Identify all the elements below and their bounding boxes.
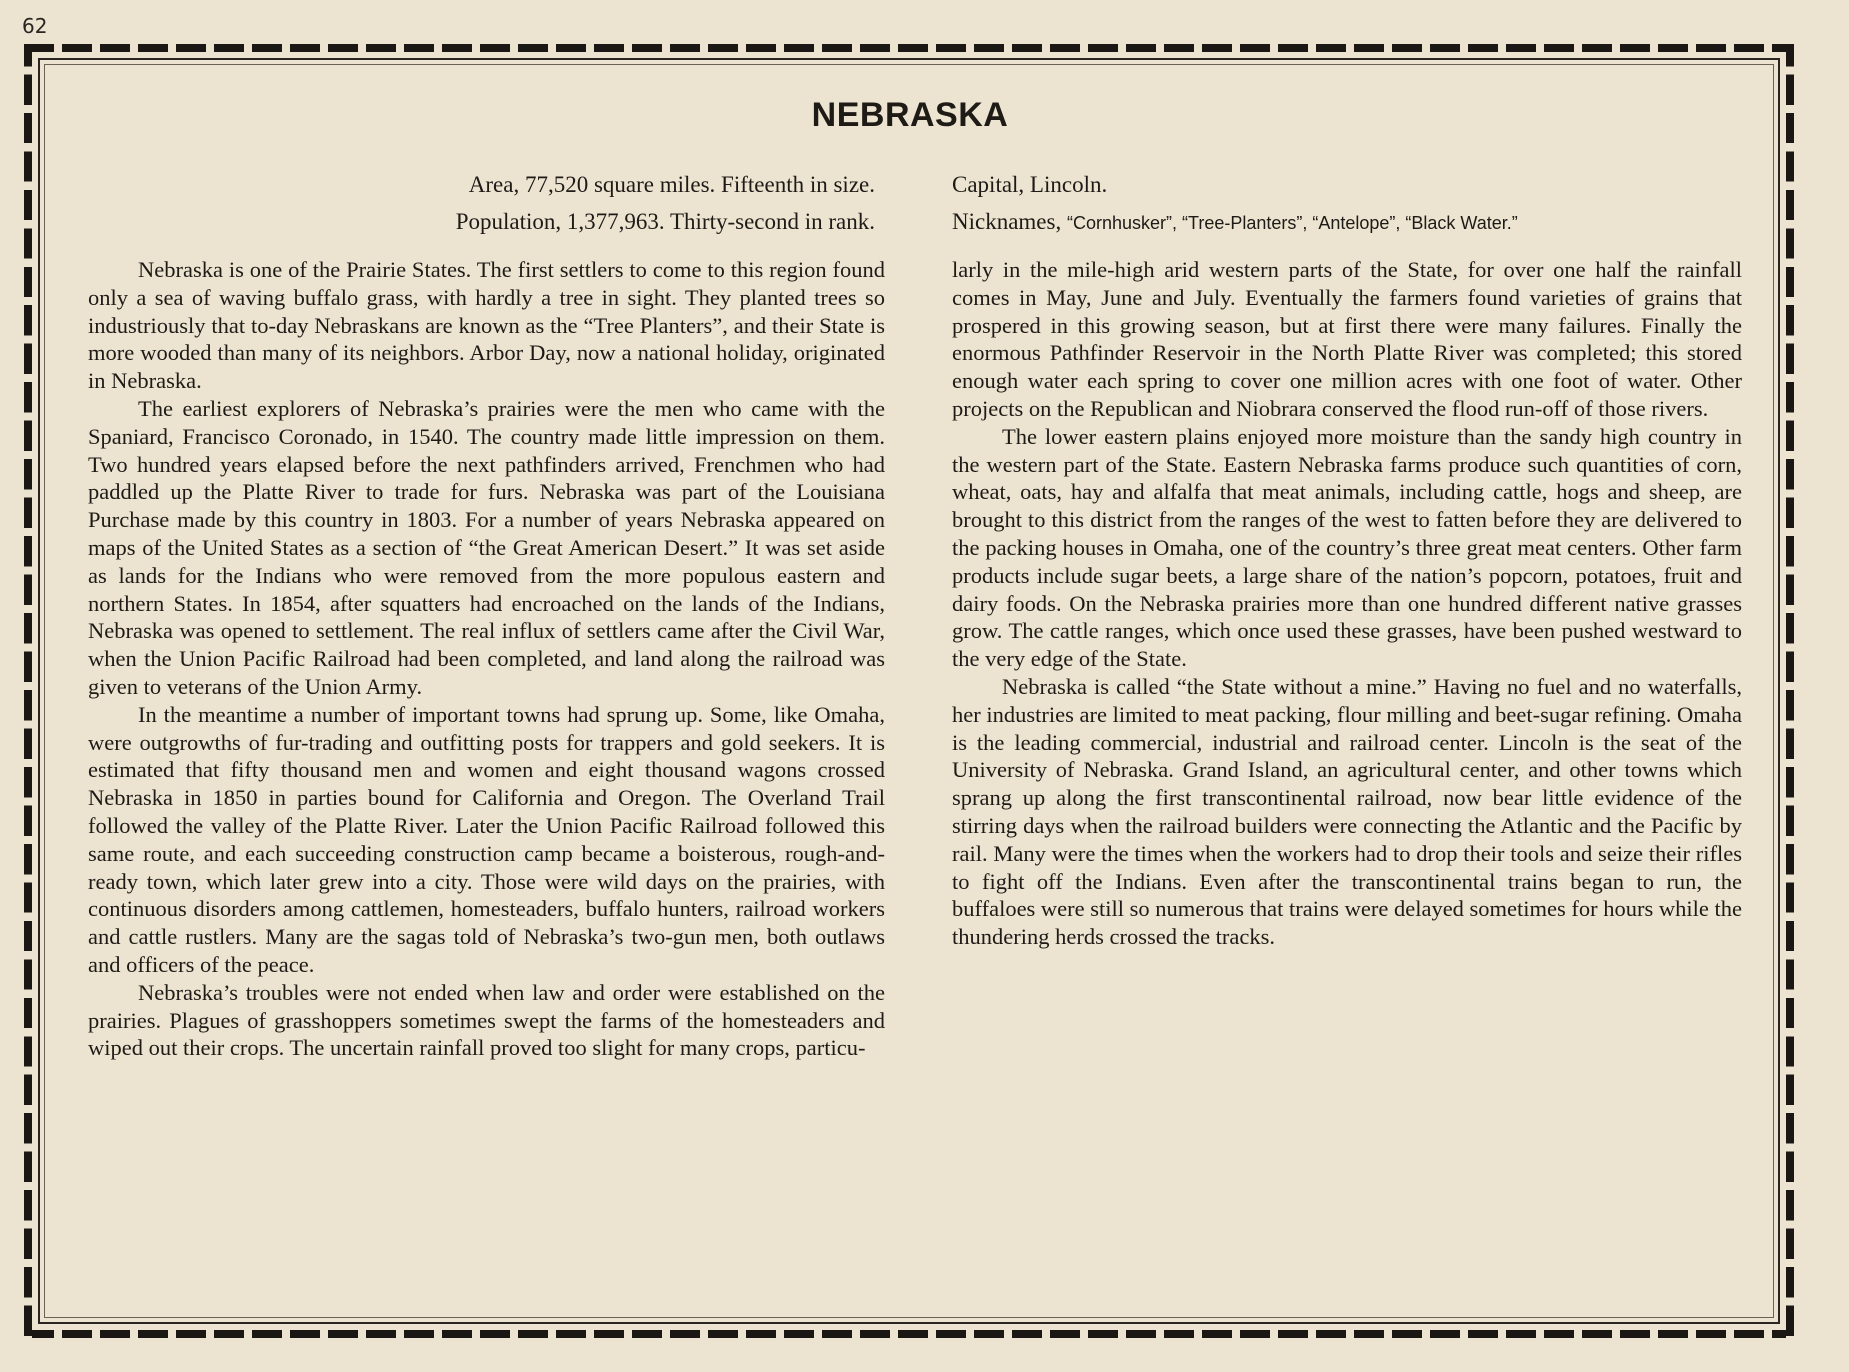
paragraph: The earliest explorers of Nebraska’s prairies were the men who came with the Spaniard, Francisco Coronado, in 1540. The country made little impression on them. Two hundred years elapsed before the next pathfinders arrived, Frenchmen who had paddled up the Platte River to trade for furs. Nebraska was part of the Louisiana Purchase made by this country in 1803. For a number of years Nebraska appeared on maps of the United States as a section of “the Great American Desert.” It was set aside as lands for the Indians who were removed from the more populous eastern and northern States. In 1854, after squatters had encroached on the lands of the Indians, Nebraska was opened to settlement. The real influx of settlers came after the Civil War, when the Union Pacific Railroad had been completed, and land along the railroad was given to veterans of the Union Army. — [88, 395, 885, 699]
paragraph: The lower eastern plains enjoyed more moisture than the sandy high country in the western part of the State. Eastern Nebraska farms produce such quantities of corn, wheat, oats, hay and alfalfa that meat animals, including cattle, hogs and sheep, are brought to this district from the ranges of the west to fatten before they are delivered to the packing houses in Omaha, one of the country’s three great meat centers. Other farm products include sugar beets, a large share of the nation’s popcorn, potatoes, fruit and dairy foods. On the Nebraska prairies more than one hundred different native grasses grow. The cattle ranges, which once used these grasses, have been pushed westward to the very edge of the State. — [952, 423, 1742, 672]
nicknames-line — [952, 203, 1742, 242]
capital-line: Capital, Lincoln. — [952, 172, 1108, 197]
paragraph: Nebraska is one of the Prairie States. The first settlers to come to this region found only a sea of waving buffalo grass, with hardly a tree in sight. They planted trees so industriously that to-day Nebraskans are known as the “Tree Planters”, and their State is more wooded than many of its neighbors. Arbor Day, now a national holiday, originated in Nebraska. — [88, 257, 885, 394]
paragraph: Nebraska’s troubles were not ended when law and order were established on the prairies. Plagues of grasshoppers sometimes swept the farms of the homesteaders and wiped out their crops. The uncertain rainfall proved too slight for many crops, particu- — [88, 979, 885, 1061]
nicknames-values: “Cornhusker”, “Tree-Planters”, “Antelope”, “Black Water.” — [1066, 213, 1518, 233]
facts-left — [80, 166, 875, 240]
left-column — [88, 256, 885, 1062]
facts-right — [952, 166, 1742, 242]
page-title: NEBRASKA — [811, 96, 1009, 134]
nicknames-label: Nicknames, — [952, 209, 1067, 234]
right-column — [952, 256, 1742, 951]
paragraph-continued: larly in the mile-high arid western parts of the State, for over one half the rainfall comes in May, June and July. Eventually the farmers found varieties of grains that prospered in this growing season, but at first there were many failures. Finally the enormous Pathfinder Reservoir in the North Platte River was completed; this stored enough water each spring to cover one million acres with one foot of water. Other projects on the Republican and Niobrara conserved the flood run-off of those rivers. — [952, 257, 1742, 421]
paragraph: Nebraska is called “the State without a mine.” Having no fuel and no waterfalls, her industries are limited to meat packing, flour milling and beet-sugar refining. Omaha is the leading commercial, industrial and railroad center. Lincoln is the seat of the University of Nebraska. Grand Island, an agricultural center, and other towns which sprang up along the first transcontinental railroad, now bear little evidence of the stirring days when the railroad builders were connecting the Atlantic and the Pacific by rail. Many were the times when the workers had to drop their tools and seize their rifles to fight off the Indians. Even after the transcontinental trains began to run, the buffaloes were still so numerous that trains were delayed sometimes for hours while the thundering herds crossed the tracks. — [952, 673, 1743, 950]
area-line: Area, 77,520 square miles. Fifteenth in size. — [468, 172, 875, 197]
population-line: Population, 1,377,963. Thirty-second in rank. — [455, 209, 875, 234]
paragraph: In the meantime a number of important towns had sprung up. Some, like Omaha, were outgrowths of fur-trading and outfitting posts for trappers and gold seekers. It is estimated that fifty thousand men and women and eight thousand wagons crossed Nebraska in 1850 in parties bound for California and Oregon. The Overland Trail followed the valley of the Platte River. Later the Union Pacific Railroad followed this same route, and each succeeding construction camp became a boisterous, rough-and-ready town, which later grew into a city. Those were wild days on the prairies, with continuous disorders among cattlemen, homesteaders, buffalo hunters, railroad workers and cattle rustlers. Many are the sagas told of Nebraska’s two-gun men, both outlaws and officers of the peace. — [88, 701, 885, 977]
page-number: 62 — [22, 14, 48, 38]
